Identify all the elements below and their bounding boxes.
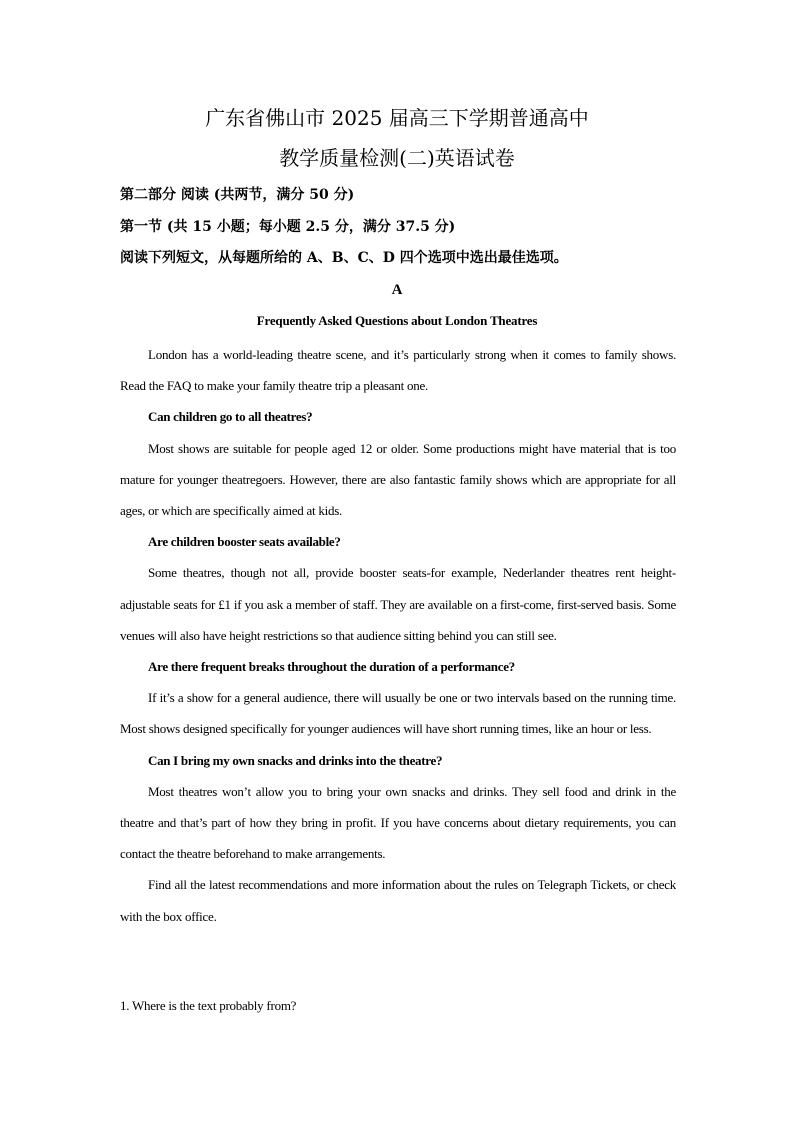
directions-text: 阅读下列短文，从每题所给的 A、B、C、D 四个选项中选出最佳选项。 <box>120 250 568 266</box>
faq-question: Are there frequent breaks throughout the duration of a performance? <box>148 659 515 675</box>
faq-answer: Some theatres, though not all, provide booster seats-for example, Nederlander theatres rent height-adjustable seats for £1 if you ask a member of staff. They are available on a first-come, first-served basis. Some venues will also have height restrictions so that audience sitting behind you can still see. <box>120 565 676 643</box>
faq-question: Can children go to all theatres? <box>148 409 313 425</box>
faq-question: Can I bring my own snacks and drinks into the theatre? <box>148 752 443 768</box>
faq-answer: Most theatres won’t allow you to bring your own snacks and drinks. They sell food and drink in the theatre and that’s part of how they bring in profit. If you have concerns about dietary requirements, you can contact the theatre beforehand to make arrangements. <box>120 783 676 862</box>
passage-label: A <box>391 282 403 298</box>
question-item: 1. Where is the text probably from? <box>120 998 297 1013</box>
section-heading: 第一节 (共 15 小题；每小题 2.5 分，满分 37.5 分) <box>120 219 456 235</box>
faq-question: Are children booster seats available? <box>148 534 341 550</box>
passage-title: Frequently Asked Questions about London Theatres <box>256 313 538 328</box>
passage-closing: Find all the latest recommendations and more information about the rules on Telegraph Tickets, or check with the box office. <box>120 877 676 924</box>
faq-answer: Most shows are suitable for people aged 12 or older. Some productions might have material that is too mature for younger theatregoers. However, there are also fantastic family shows which are appropriate for all ages, or which are specifically aimed at kids. <box>120 440 676 519</box>
exam-title-line-1: 广东省佛山市 2025 届高三下学期普通高中 <box>205 106 589 130</box>
exam-title-line-2: 教学质量检测(二)英语试卷 <box>279 146 515 170</box>
part-heading: 第二部分 阅读 (共两节，满分 50 分) <box>120 187 355 203</box>
faq-answer: If it’s a show for a general audience, there will usually be one or two intervals based on the running time. Most shows designed specifically for younger audiences will have short running times, like an hour or less. <box>120 690 676 737</box>
passage-intro: London has a world-leading theatre scene, and it’s particularly strong when it comes to family shows. Read the FAQ to make your family theatre trip a pleasant one. <box>120 347 676 394</box>
passage-body <box>120 339 676 932</box>
